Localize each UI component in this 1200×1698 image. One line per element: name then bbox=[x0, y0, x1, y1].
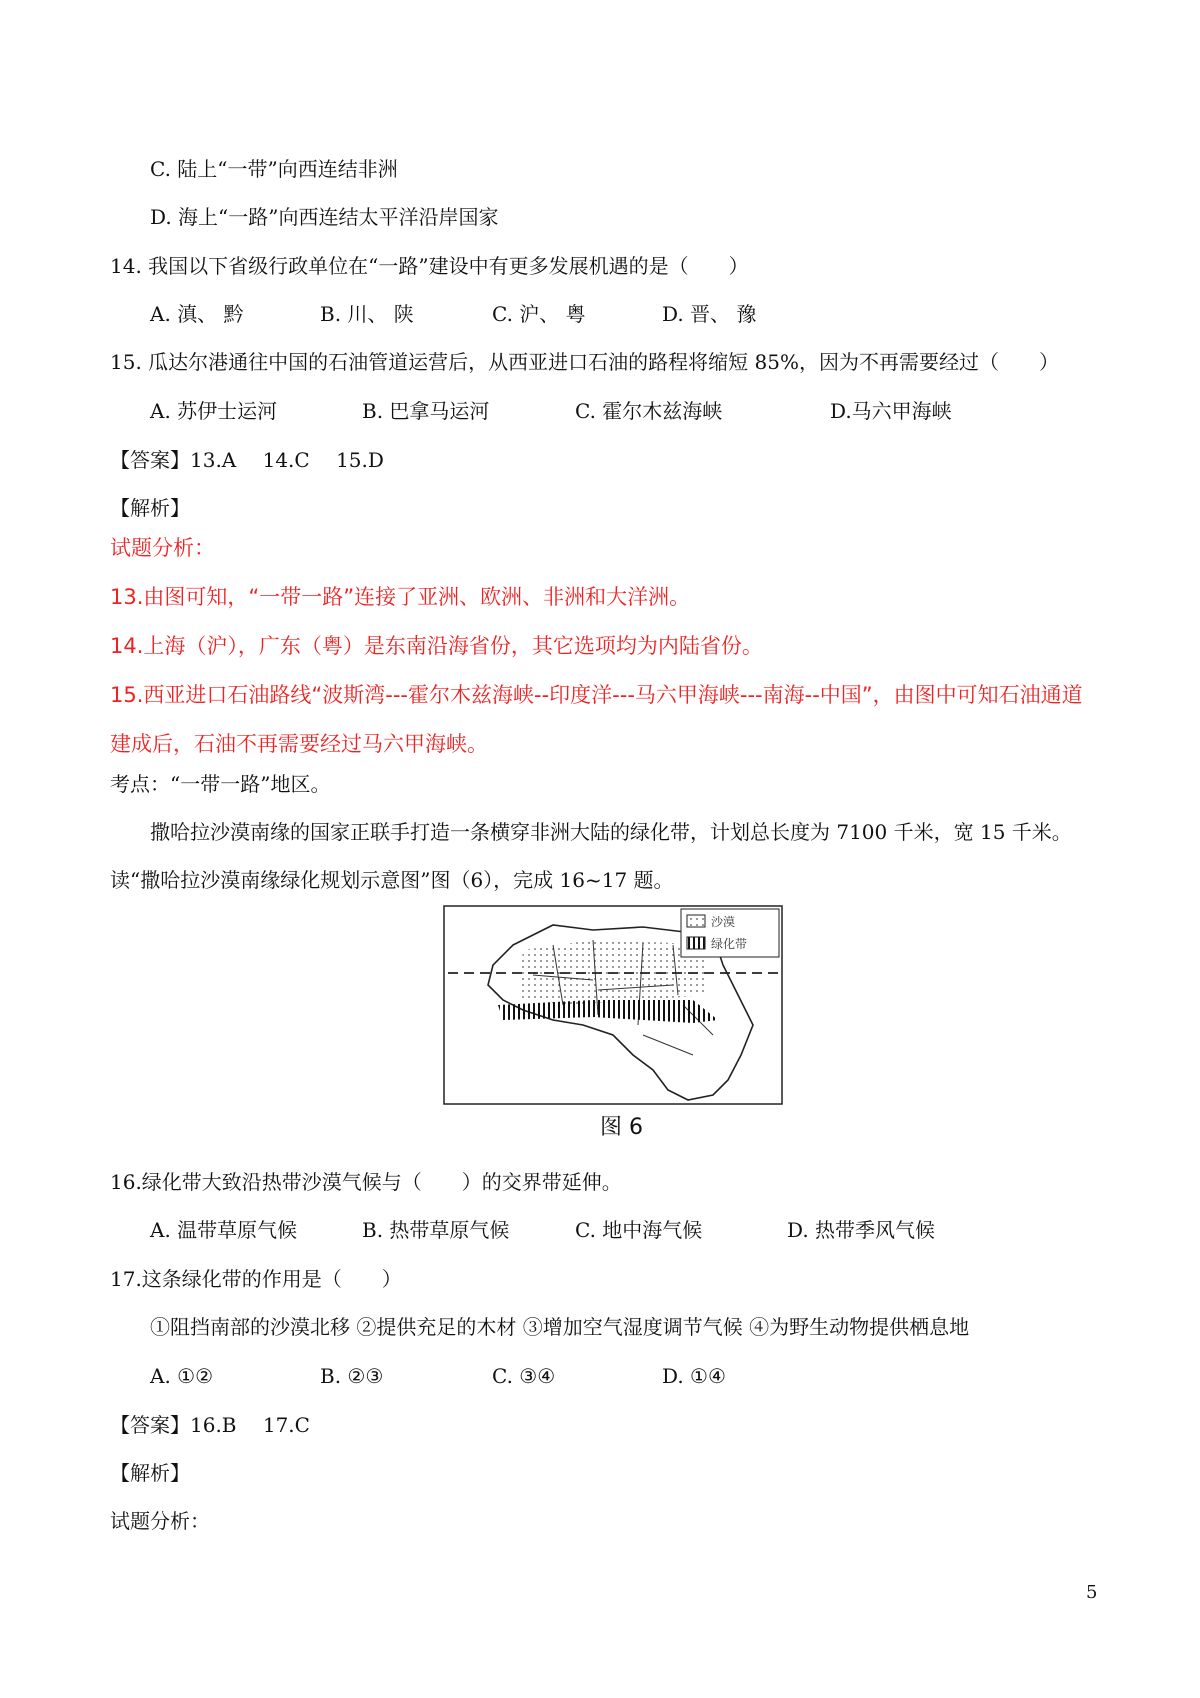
africa-greenbelt-map bbox=[443, 905, 783, 1105]
analysis-14: 14.上海（沪），广东（粤）是东南沿海省份，其它选项均为内陆省份。 bbox=[110, 634, 763, 658]
q15-option-d: D.马六甲海峡 bbox=[830, 399, 952, 423]
q17-stem: 17.这条绿化带的作用是（ ） bbox=[110, 1267, 402, 1291]
analysis-heading-1: 试题分析： bbox=[110, 536, 215, 560]
q16-option-c: C. 地中海气候 bbox=[575, 1218, 703, 1242]
q17-options bbox=[150, 1362, 850, 1390]
analysis-label-2: 【解析】 bbox=[110, 1461, 190, 1485]
q15-options bbox=[150, 397, 1050, 425]
q17-statements: ①阻挡南部的沙漠北移 ②提供充足的木材 ③增加空气湿度调节气候 ④为野生动物提供栖息地 bbox=[150, 1315, 970, 1339]
q17-option-d: D. ①④ bbox=[662, 1364, 726, 1388]
q13-option-c: C. 陆上“一带”向西连结非洲 bbox=[150, 157, 398, 181]
answer-16-17: 【答案】16.B 17.C bbox=[110, 1413, 310, 1437]
answer-13-15: 【答案】13.A 14.C 15.D bbox=[110, 448, 384, 472]
q16-option-d: D. 热带季风气候 bbox=[787, 1218, 936, 1242]
page-number: 5 bbox=[1086, 1582, 1098, 1603]
analysis-15-line1: 15.西亚进口石油路线“波斯湾---霍尔木兹海峡--印度洋---马六甲海峡---南海--中国”，由图中可知石油通道 bbox=[110, 683, 1083, 707]
q14-option-c: C. 沪、 粤 bbox=[492, 302, 586, 326]
q14-option-d: D. 晋、 豫 bbox=[662, 302, 757, 326]
intro-line-2: 读“撒哈拉沙漠南缘绿化规划示意图”图（6），完成 16~17 题。 bbox=[110, 868, 674, 892]
q17-option-c: C. ③④ bbox=[492, 1364, 556, 1388]
q16-option-b: B. 热带草原气候 bbox=[362, 1218, 510, 1242]
analysis-13: 13.由图可知，“一带一路”连接了亚洲、欧洲、非洲和大洋洲。 bbox=[110, 585, 691, 609]
intro-line-1: 撒哈拉沙漠南缘的国家正联手打造一条横穿非洲大陆的绿化带，计划总长度为 7100 千米，宽 15 千米。 bbox=[150, 820, 1072, 844]
q14-option-b: B. 川、 陕 bbox=[320, 302, 414, 326]
q15-stem: 15. 瓜达尔港通往中国的石油管道运营后，从西亚进口石油的路程将缩短 85%，因为不再需要经过（ ） bbox=[110, 350, 1059, 374]
analysis-label-1: 【解析】 bbox=[110, 496, 190, 520]
q17-option-a: A. ①② bbox=[150, 1364, 214, 1388]
q16-option-a: A. 温带草原气候 bbox=[150, 1218, 298, 1242]
legend-desert-label: 沙漠 bbox=[711, 915, 736, 929]
q16-stem: 16.绿化带大致沿热带沙漠气候与（ ）的交界带延伸。 bbox=[110, 1170, 622, 1194]
q16-options bbox=[150, 1216, 1050, 1244]
q15-option-c: C. 霍尔木兹海峡 bbox=[575, 399, 723, 423]
q14-option-a: A. 滇、 黔 bbox=[150, 302, 244, 326]
analysis-15-line2: 建成后，石油不再需要经过马六甲海峡。 bbox=[110, 732, 488, 756]
legend-desert-swatch bbox=[687, 915, 705, 927]
q17-option-b: B. ②③ bbox=[320, 1364, 384, 1388]
kaodian: 考点：“一带一路”地区。 bbox=[110, 772, 331, 796]
figure-caption: 图 6 bbox=[600, 1115, 643, 1140]
q13-option-d: D. 海上“一路”向西连结太平洋沿岸国家 bbox=[150, 205, 499, 229]
legend-greenbelt-swatch bbox=[687, 937, 705, 949]
map-svg bbox=[443, 905, 783, 1105]
q15-option-b: B. 巴拿马运河 bbox=[362, 399, 490, 423]
q15-option-a: A. 苏伊士运河 bbox=[150, 399, 278, 423]
q14-options bbox=[150, 300, 850, 328]
q14-stem: 14. 我国以下省级行政单位在“一路”建设中有更多发展机遇的是（ ） bbox=[110, 254, 749, 278]
analysis-heading-2: 试题分析： bbox=[110, 1509, 210, 1533]
legend-greenbelt-label: 绿化带 bbox=[711, 937, 748, 951]
